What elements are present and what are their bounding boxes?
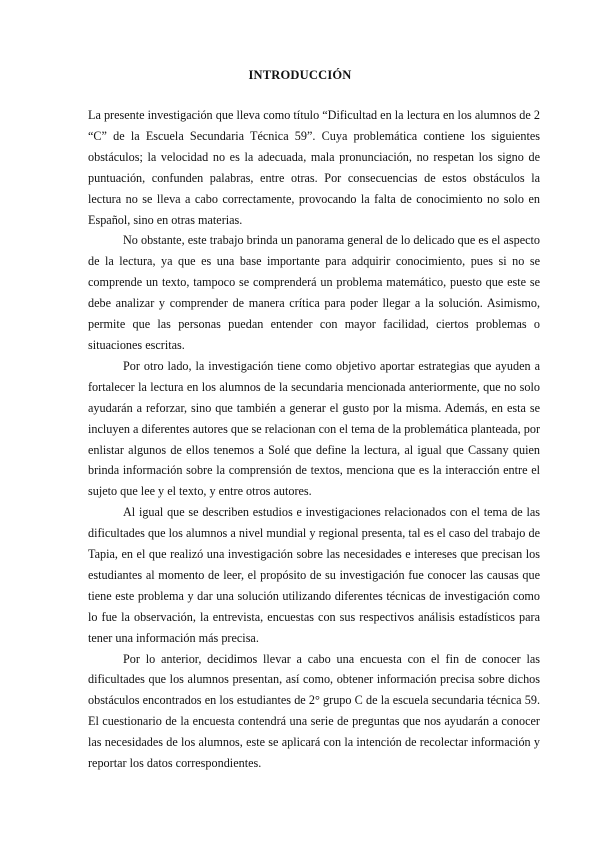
document-body [88, 105, 540, 774]
paragraph-5: Por lo anterior, decidimos llevar a cabo una encuesta con el fin de conocer las dificultades que los alumnos presentan, así como, obtener información precisa sobre dichos obstáculos encontrados en los estudiantes de 2° grupo C de la escuela secundaria técnica 59. El cuestionario de la encuesta contendrá una serie de preguntas que nos ayudarán a conocer las necesidades de los alumnos, este se aplicará con la intención de recolectar información y reportar los datos correspondientes. [88, 651, 540, 771]
paragraph-4: Al igual que se describen estudios e investigaciones relacionados con el tema de las dificultades que los alumnos a nivel mundial y regional presenta, tal es el caso del trabajo de Tapia, en el que realizó una investigación sobre las necesidades e intereses que precisan los estudiantes al momento de leer, el propósito de su investigación fue conocer las causas que tiene este problema y dar una solución utilizando diferentes técnicas de investigación como lo fue la observación, la entrevista, encuestas con sus respectivos análisis estadísticos para tener una información más precisa. [88, 505, 540, 645]
paragraph-3: Por otro lado, la investigación tiene como objetivo aportar estrategias que ayuden a fortalecer la lectura en los alumnos de la secundaria mencionada anteriormente, que no solo ayudarán a reforzar, sino que también a generar el gusto por la misma. Además, en esta se incluyen a diferentes autores que se relacionan con el tema de la problemática planteada, por enlistar algunos de ellos tenemos a Solé que define la lectura, al igual que Cassany quien brinda información sobre la comprensión de textos, menciona que es la interacción entre el sujeto que lee y el texto, y entre otros autores. [88, 358, 540, 499]
document-title: INTRODUCCIÓN [248, 68, 352, 82]
paragraph-2: No obstante, este trabajo brinda un panorama general de lo delicado que es el aspecto de la lectura, ya que es una base importante para adquirir conocimiento, pues si no se comprende un texto, tampoco se comprenderá un problema matemático, puesto que este se debe analizar y comprender de manera crítica para poder llegar a la solución. Asimismo, permite que las personas puedan entender con mayor facilidad, ciertos problemas o situaciones escritas. [88, 233, 540, 352]
paragraph-1: La presente investigación que lleva como título “Dificultad en la lectura en los alumnos de 2 “C” de la Escuela Secundaria Técnica 59”. Cuya problemática contiene los siguientes obstáculos; la velocidad no es la adecuada, mala pronunciación, no respetan los signo de puntuación, confunden palabras, entre otras. Por consecuencias de estos obstáculos la lectura no se lleva a cabo correctamente, provocando la falta de conocimiento no solo en Español, sino en otras materias. [88, 108, 540, 227]
